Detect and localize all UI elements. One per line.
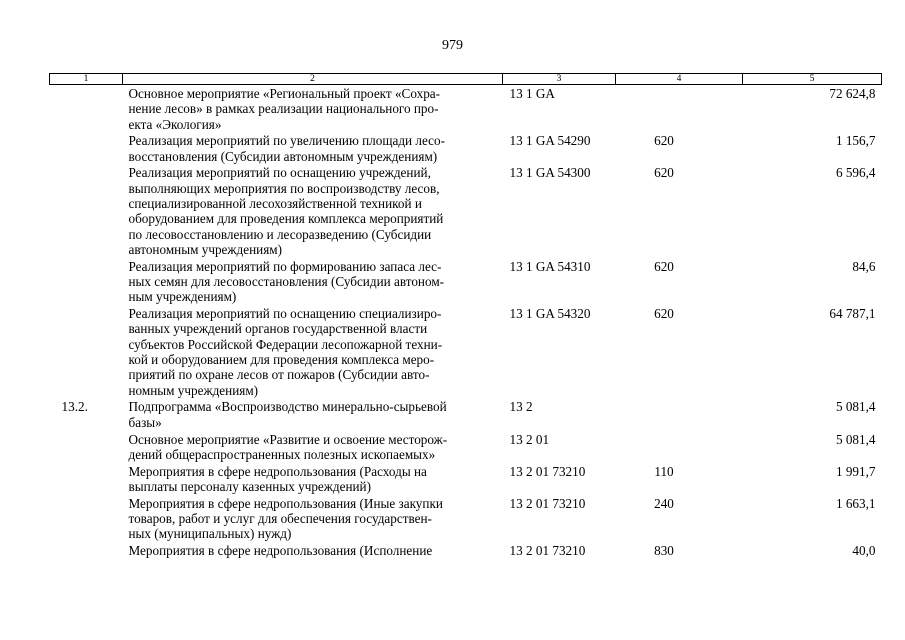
row-name-line: товаров, работ и услуг для обеспечения государствен-: [128, 511, 432, 527]
row-name-line: автономным учреждениям): [128, 241, 283, 257]
row-number: [50, 165, 123, 258]
row-name-line: Реализация мероприятий по увеличению площади лесо-: [128, 133, 445, 149]
page-number: 979: [442, 38, 463, 53]
table-row: [50, 306, 882, 399]
row-name-line: по лесовосстановлению и лесоразведению (Субсидии: [128, 226, 432, 242]
row-name: [123, 399, 503, 431]
row-name-line: Реализация мероприятий по оснащению учреждений,: [128, 165, 431, 181]
row-code: 13 2 01 73210: [509, 495, 586, 511]
column-header-2: 2: [123, 74, 503, 85]
row-expense-type: [616, 432, 743, 464]
row-name-line: Мероприятия в сфере недропользования (Иные закупки: [128, 495, 443, 511]
row-number: [50, 543, 123, 560]
row-name-line: выплаты персоналу казенных учреждений): [128, 478, 372, 494]
column-header-3: 3: [503, 74, 616, 85]
row-name-line: номным учреждениям): [128, 382, 259, 398]
row-number: 13.2.: [61, 399, 88, 415]
row-code: 13 1 GA 54320: [509, 306, 591, 322]
row-name-line: выполняющих мероприятия по воспроизводству лесов,: [128, 180, 440, 196]
row-amount: 5 081,4: [835, 431, 876, 447]
row-amount: 1 991,7: [835, 463, 876, 479]
row-amount: 72 624,8: [829, 86, 876, 101]
row-expense-type: 620: [654, 258, 674, 274]
row-name-line: субъектов Российской Федерации лесопожарной техни-: [128, 336, 443, 352]
row-name-line: ным учреждениям): [128, 289, 237, 305]
row-name-line: екта «Экология»: [128, 116, 222, 132]
row-name-line: Мероприятия в сфере недропользования (Расходы на: [128, 463, 427, 479]
row-name: [123, 464, 503, 496]
row-expense-type: [616, 85, 743, 134]
row-name-line: дений общераспространенных полезных ископаемых»: [128, 446, 436, 462]
row-name-line: специализированной лесохозяйственной техникой и: [128, 196, 422, 212]
row-name-line: Реализация мероприятий по оснащению специализиро-: [128, 306, 442, 322]
row-expense-type: [616, 399, 743, 431]
row-amount: 64 787,1: [829, 306, 876, 322]
row-code: 13 2 01: [509, 431, 550, 447]
row-number: [50, 306, 123, 399]
table-body: [50, 85, 882, 560]
row-name-line: восстановления (Субсидии автономным учреждениям): [128, 148, 438, 164]
table-row: [50, 133, 882, 165]
table-row: [50, 399, 882, 431]
row-amount: 84,6: [852, 258, 876, 274]
row-number: [50, 133, 123, 165]
row-name: [123, 543, 503, 560]
table-row: [50, 543, 882, 560]
table-row: [50, 259, 882, 306]
row-code: 13 1 GA 54300: [509, 165, 591, 181]
row-expense-type: 830: [654, 543, 674, 559]
column-header-4: 4: [616, 74, 743, 85]
row-name-line: ванных учреждений органов государственной власти: [128, 321, 428, 337]
table-row: [50, 464, 882, 496]
row-amount: 1 156,7: [835, 133, 876, 149]
table-row: [50, 496, 882, 543]
row-name-line: кой и оборудованием для проведения комплекса меро-: [128, 352, 435, 368]
row-name-line: Основное мероприятие «Развитие и освоение месторож-: [128, 431, 448, 447]
row-code: 13 2: [509, 399, 533, 415]
row-name-line: базы»: [128, 414, 162, 430]
row-name: [123, 165, 503, 258]
row-expense-type: 110: [654, 463, 674, 479]
column-number-header: [50, 74, 882, 85]
row-name-line: оборудованием для проведения комплекса мероприятий: [128, 211, 444, 227]
row-name: [123, 85, 503, 134]
row-name: [123, 496, 503, 543]
row-name-line: Мероприятия в сфере недропользования (Исполнение: [128, 543, 433, 559]
column-header-5: 5: [743, 74, 882, 85]
row-number: [50, 259, 123, 306]
row-number: [50, 496, 123, 543]
table-row: [50, 165, 882, 258]
row-name-line: Реализация мероприятий по формированию запаса лес-: [128, 258, 442, 274]
row-expense-type: 620: [654, 306, 674, 322]
budget-table: [49, 73, 882, 560]
row-name-line: ных (муниципальных) нужд): [128, 526, 292, 542]
row-amount: 1 663,1: [835, 495, 876, 511]
row-expense-type: 620: [654, 133, 674, 149]
row-name: [123, 259, 503, 306]
row-number: [50, 464, 123, 496]
row-amount: 5 081,4: [835, 399, 876, 415]
row-expense-type: 240: [654, 495, 674, 511]
row-name: [123, 133, 503, 165]
row-number: [50, 85, 123, 134]
row-expense-type: 620: [654, 165, 674, 181]
row-amount: 40,0: [852, 543, 876, 559]
row-number: [50, 432, 123, 464]
row-name-line: нение лесов» в рамках реализации национального про-: [128, 101, 439, 117]
row-name-line: приятий по охране лесов от пожаров (Субсидии авто-: [128, 367, 430, 383]
row-code: 13 2 01 73210: [509, 463, 586, 479]
row-name: [123, 432, 503, 464]
row-name-line: Основное мероприятие «Региональный проект «Сохра-: [128, 86, 441, 101]
table-row: [50, 432, 882, 464]
row-amount: 6 596,4: [835, 165, 876, 181]
column-header-1: 1: [50, 74, 123, 85]
row-code: 13 2 01 73210: [509, 543, 586, 559]
row-code: 13 1 GA: [509, 86, 555, 101]
row-name-line: ных семян для лесовосстановления (Субсидии автоном-: [128, 274, 445, 290]
row-code: 13 1 GA 54290: [509, 133, 591, 149]
table-row: [50, 85, 882, 134]
row-name: [123, 306, 503, 399]
row-name-line: Подпрограмма «Воспроизводство минерально-сырьевой: [128, 399, 447, 415]
row-code: 13 1 GA 54310: [509, 258, 591, 274]
